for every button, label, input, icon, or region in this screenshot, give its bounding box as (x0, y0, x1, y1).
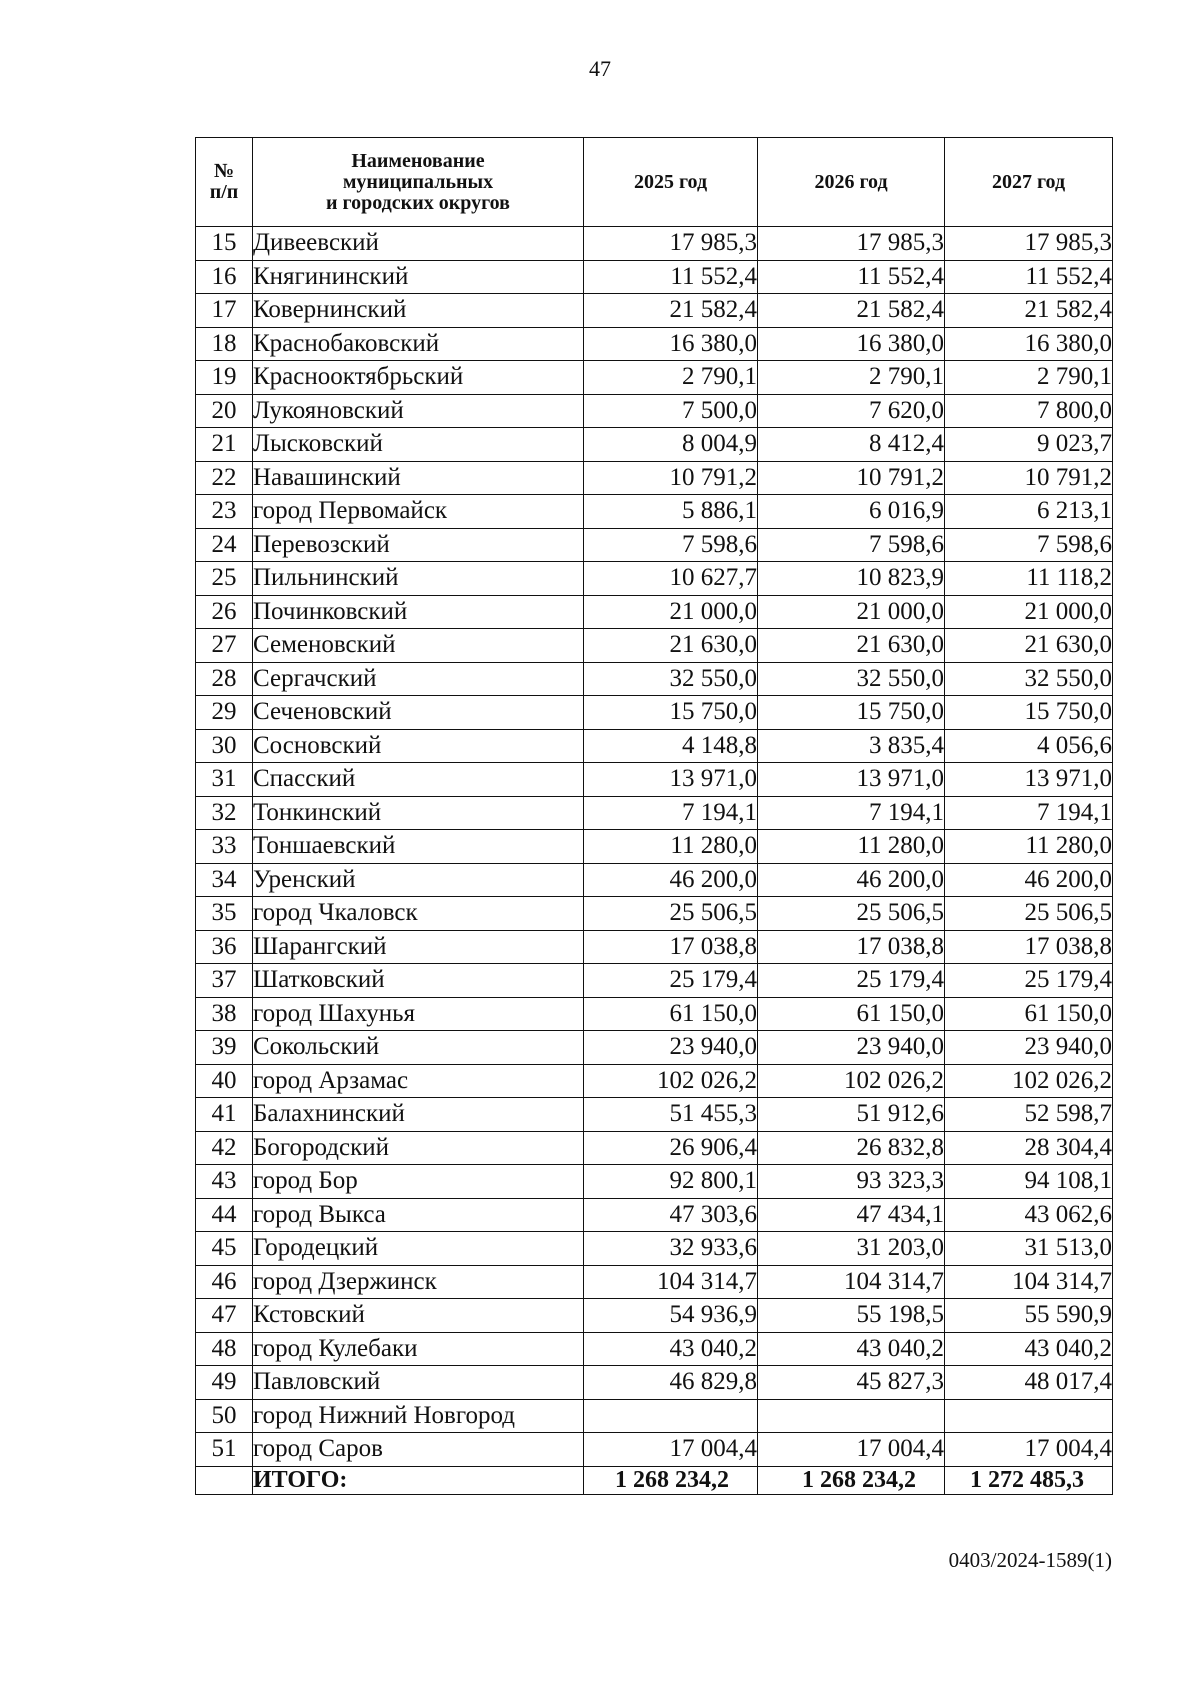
value-2027: 23 940,0 (945, 1031, 1113, 1065)
value-2026: 21 582,4 (758, 294, 945, 328)
value-2026 (758, 1399, 945, 1433)
value-2026: 46 200,0 (758, 863, 945, 897)
total-row (196, 1466, 1113, 1494)
value-2027: 11 280,0 (945, 830, 1113, 864)
row-number: 18 (196, 327, 253, 361)
table-header-row (196, 138, 1113, 227)
value-2027: 7 800,0 (945, 394, 1113, 428)
municipality-name: Лысковский (253, 428, 584, 462)
municipality-name: Краснобаковский (253, 327, 584, 361)
value-2027: 104 314,7 (945, 1265, 1113, 1299)
value-2027: 28 304,4 (945, 1131, 1113, 1165)
table-row (196, 361, 1113, 395)
table-row (196, 1165, 1113, 1199)
value-2027: 43 062,6 (945, 1198, 1113, 1232)
municipality-name: город Шахунья (253, 997, 584, 1031)
municipality-name: город Нижний Новгород (253, 1399, 584, 1433)
table-row (196, 495, 1113, 529)
row-number: 41 (196, 1098, 253, 1132)
row-number: 15 (196, 227, 253, 261)
value-2025: 11 280,0 (584, 830, 758, 864)
value-2027: 13 971,0 (945, 763, 1113, 797)
row-number: 21 (196, 428, 253, 462)
header-2026: 2026 год (758, 138, 945, 227)
municipality-name: город Выкса (253, 1198, 584, 1232)
value-2027: 32 550,0 (945, 662, 1113, 696)
value-2026: 102 026,2 (758, 1064, 945, 1098)
row-number: 22 (196, 461, 253, 495)
table-row (196, 997, 1113, 1031)
value-2027: 25 179,4 (945, 964, 1113, 998)
header-num-label: № п/п (209, 160, 239, 203)
table-row (196, 595, 1113, 629)
row-number: 42 (196, 1131, 253, 1165)
value-2026: 11 552,4 (758, 260, 945, 294)
table-row (196, 227, 1113, 261)
value-2027: 10 791,2 (945, 461, 1113, 495)
row-number: 34 (196, 863, 253, 897)
row-number: 35 (196, 897, 253, 931)
value-2025: 16 380,0 (584, 327, 758, 361)
table-row (196, 461, 1113, 495)
value-2027: 43 040,2 (945, 1332, 1113, 1366)
municipality-name: Перевозский (253, 528, 584, 562)
header-name-label: Наименование муниципальных и городских округов (326, 149, 510, 214)
value-2027: 2 790,1 (945, 361, 1113, 395)
value-2027: 48 017,4 (945, 1366, 1113, 1400)
municipality-name: Сеченовский (253, 696, 584, 730)
municipality-name: Семеновский (253, 629, 584, 663)
value-2025: 32 550,0 (584, 662, 758, 696)
budget-table (195, 137, 1113, 1495)
table-row (196, 394, 1113, 428)
municipality-name: Кстовский (253, 1299, 584, 1333)
row-number: 33 (196, 830, 253, 864)
table-row (196, 830, 1113, 864)
value-2027: 11 118,2 (945, 562, 1113, 596)
table-row (196, 1299, 1113, 1333)
value-2026: 104 314,7 (758, 1265, 945, 1299)
municipality-name: город Бор (253, 1165, 584, 1199)
value-2025: 15 750,0 (584, 696, 758, 730)
header-num (196, 138, 253, 227)
value-2025: 46 200,0 (584, 863, 758, 897)
value-2026: 8 412,4 (758, 428, 945, 462)
row-number: 44 (196, 1198, 253, 1232)
value-2027: 6 213,1 (945, 495, 1113, 529)
municipality-name: Сергачский (253, 662, 584, 696)
municipality-name: город Чкаловск (253, 897, 584, 931)
municipality-name: Дивеевский (253, 227, 584, 261)
value-2026: 45 827,3 (758, 1366, 945, 1400)
row-number: 37 (196, 964, 253, 998)
municipality-name: Ковернинский (253, 294, 584, 328)
value-2026: 7 598,6 (758, 528, 945, 562)
row-number: 36 (196, 930, 253, 964)
value-2027: 15 750,0 (945, 696, 1113, 730)
municipality-name: город Арзамас (253, 1064, 584, 1098)
table-row (196, 930, 1113, 964)
value-2027: 16 380,0 (945, 327, 1113, 361)
value-2025: 54 936,9 (584, 1299, 758, 1333)
table-row (196, 1232, 1113, 1266)
row-number: 32 (196, 796, 253, 830)
value-2025: 8 004,9 (584, 428, 758, 462)
value-2027: 21 582,4 (945, 294, 1113, 328)
value-2027: 4 056,6 (945, 729, 1113, 763)
value-2025: 32 933,6 (584, 1232, 758, 1266)
row-number: 27 (196, 629, 253, 663)
row-number: 47 (196, 1299, 253, 1333)
value-2026: 21 630,0 (758, 629, 945, 663)
municipality-name: город Дзержинск (253, 1265, 584, 1299)
table-row (196, 662, 1113, 696)
table-row (196, 428, 1113, 462)
row-number: 48 (196, 1332, 253, 1366)
value-2025: 61 150,0 (584, 997, 758, 1031)
municipality-name: Сокольский (253, 1031, 584, 1065)
value-2027: 31 513,0 (945, 1232, 1113, 1266)
value-2026: 15 750,0 (758, 696, 945, 730)
value-2026: 25 506,5 (758, 897, 945, 931)
value-2025 (584, 1399, 758, 1433)
value-2025: 21 630,0 (584, 629, 758, 663)
row-number: 30 (196, 729, 253, 763)
table-row (196, 1198, 1113, 1232)
row-number: 31 (196, 763, 253, 797)
table-row (196, 562, 1113, 596)
row-number: 49 (196, 1366, 253, 1400)
value-2026: 25 179,4 (758, 964, 945, 998)
value-2025: 13 971,0 (584, 763, 758, 797)
value-2027: 7 598,6 (945, 528, 1113, 562)
table-body (196, 227, 1113, 1467)
table-row (196, 629, 1113, 663)
value-2026: 23 940,0 (758, 1031, 945, 1065)
table-row (196, 696, 1113, 730)
value-2027: 21 000,0 (945, 595, 1113, 629)
municipality-name: город Саров (253, 1433, 584, 1467)
value-2026: 26 832,8 (758, 1131, 945, 1165)
table-row (196, 964, 1113, 998)
value-2025: 92 800,1 (584, 1165, 758, 1199)
row-number: 39 (196, 1031, 253, 1065)
row-number: 46 (196, 1265, 253, 1299)
value-2025: 21 582,4 (584, 294, 758, 328)
value-2027: 102 026,2 (945, 1064, 1113, 1098)
row-number: 28 (196, 662, 253, 696)
value-2026: 7 194,1 (758, 796, 945, 830)
value-2026: 93 323,3 (758, 1165, 945, 1199)
value-2027: 21 630,0 (945, 629, 1113, 663)
value-2025: 7 194,1 (584, 796, 758, 830)
value-2026: 10 823,9 (758, 562, 945, 596)
row-number: 19 (196, 361, 253, 395)
row-number: 16 (196, 260, 253, 294)
value-2025: 7 598,6 (584, 528, 758, 562)
municipality-name: Павловский (253, 1366, 584, 1400)
municipality-name: Шарангский (253, 930, 584, 964)
municipality-name: Уренский (253, 863, 584, 897)
municipality-name: Шатковский (253, 964, 584, 998)
value-2025: 2 790,1 (584, 361, 758, 395)
total-num-cell (196, 1466, 253, 1494)
value-2026: 13 971,0 (758, 763, 945, 797)
document-code: 0403/2024-1589(1) (948, 1548, 1112, 1572)
table-row (196, 1098, 1113, 1132)
table-row (196, 260, 1113, 294)
value-2025: 5 886,1 (584, 495, 758, 529)
value-2025: 17 004,4 (584, 1433, 758, 1467)
header-2025: 2025 год (584, 138, 758, 227)
table-row (196, 1332, 1113, 1366)
value-2026: 3 835,4 (758, 729, 945, 763)
value-2027: 9 023,7 (945, 428, 1113, 462)
table-row (196, 863, 1113, 897)
municipality-name: Сосновский (253, 729, 584, 763)
value-2025: 10 627,7 (584, 562, 758, 596)
value-2027: 17 985,3 (945, 227, 1113, 261)
row-number: 45 (196, 1232, 253, 1266)
value-2027: 25 506,5 (945, 897, 1113, 931)
value-2025: 17 985,3 (584, 227, 758, 261)
municipality-name: Богородский (253, 1131, 584, 1165)
municipality-name: Починковский (253, 595, 584, 629)
total-2027: 1 272 485,3 (945, 1466, 1113, 1494)
table-row (196, 1265, 1113, 1299)
table-row (196, 1433, 1113, 1467)
value-2027: 46 200,0 (945, 863, 1113, 897)
municipality-name: Балахнинский (253, 1098, 584, 1132)
municipality-name: Тонкинский (253, 796, 584, 830)
header-2027: 2027 год (945, 138, 1113, 227)
table-row (196, 763, 1113, 797)
value-2026: 31 203,0 (758, 1232, 945, 1266)
header-name (253, 138, 584, 227)
value-2027: 61 150,0 (945, 997, 1113, 1031)
value-2026: 61 150,0 (758, 997, 945, 1031)
value-2025: 26 906,4 (584, 1131, 758, 1165)
value-2027: 17 004,4 (945, 1433, 1113, 1467)
value-2027: 55 590,9 (945, 1299, 1113, 1333)
value-2025: 10 791,2 (584, 461, 758, 495)
municipality-name: Пильнинский (253, 562, 584, 596)
table-row (196, 294, 1113, 328)
value-2025: 17 038,8 (584, 930, 758, 964)
value-2025: 23 940,0 (584, 1031, 758, 1065)
value-2025: 7 500,0 (584, 394, 758, 428)
row-number: 50 (196, 1399, 253, 1433)
total-2025: 1 268 234,2 (584, 1466, 758, 1494)
value-2026: 10 791,2 (758, 461, 945, 495)
table-row (196, 1064, 1113, 1098)
value-2026: 43 040,2 (758, 1332, 945, 1366)
table-row (196, 897, 1113, 931)
municipality-name: Княгининский (253, 260, 584, 294)
value-2026: 16 380,0 (758, 327, 945, 361)
table-row (196, 528, 1113, 562)
value-2026: 17 038,8 (758, 930, 945, 964)
page-number: 47 (589, 56, 611, 81)
row-number: 43 (196, 1165, 253, 1199)
municipality-name: Тоншаевский (253, 830, 584, 864)
value-2027: 17 038,8 (945, 930, 1113, 964)
row-number: 25 (196, 562, 253, 596)
row-number: 24 (196, 528, 253, 562)
value-2025: 104 314,7 (584, 1265, 758, 1299)
municipality-name: Лукояновский (253, 394, 584, 428)
row-number: 26 (196, 595, 253, 629)
value-2026: 17 985,3 (758, 227, 945, 261)
total-label: ИТОГО: (253, 1466, 584, 1494)
municipality-name: Краснооктябрьский (253, 361, 584, 395)
value-2025: 21 000,0 (584, 595, 758, 629)
row-number: 20 (196, 394, 253, 428)
value-2026: 32 550,0 (758, 662, 945, 696)
value-2027: 52 598,7 (945, 1098, 1113, 1132)
value-2025: 25 179,4 (584, 964, 758, 998)
municipality-name: Городецкий (253, 1232, 584, 1266)
value-2026: 11 280,0 (758, 830, 945, 864)
value-2025: 11 552,4 (584, 260, 758, 294)
row-number: 51 (196, 1433, 253, 1467)
row-number: 29 (196, 696, 253, 730)
table-row (196, 327, 1113, 361)
value-2025: 46 829,8 (584, 1366, 758, 1400)
value-2026: 47 434,1 (758, 1198, 945, 1232)
value-2026: 7 620,0 (758, 394, 945, 428)
value-2025: 43 040,2 (584, 1332, 758, 1366)
total-2026: 1 268 234,2 (758, 1466, 945, 1494)
value-2027: 94 108,1 (945, 1165, 1113, 1199)
municipality-name: город Кулебаки (253, 1332, 584, 1366)
table-row (196, 1131, 1113, 1165)
value-2025: 102 026,2 (584, 1064, 758, 1098)
table-row (196, 729, 1113, 763)
value-2025: 51 455,3 (584, 1098, 758, 1132)
value-2026: 6 016,9 (758, 495, 945, 529)
value-2025: 47 303,6 (584, 1198, 758, 1232)
value-2025: 4 148,8 (584, 729, 758, 763)
value-2026: 2 790,1 (758, 361, 945, 395)
value-2026: 17 004,4 (758, 1433, 945, 1467)
value-2027: 7 194,1 (945, 796, 1113, 830)
row-number: 17 (196, 294, 253, 328)
municipality-name: Спасский (253, 763, 584, 797)
row-number: 38 (196, 997, 253, 1031)
row-number: 40 (196, 1064, 253, 1098)
value-2026: 55 198,5 (758, 1299, 945, 1333)
table-row (196, 1031, 1113, 1065)
table-row (196, 796, 1113, 830)
value-2027 (945, 1399, 1113, 1433)
municipality-name: город Первомайск (253, 495, 584, 529)
row-number: 23 (196, 495, 253, 529)
value-2026: 21 000,0 (758, 595, 945, 629)
value-2025: 25 506,5 (584, 897, 758, 931)
table-row (196, 1399, 1113, 1433)
value-2026: 51 912,6 (758, 1098, 945, 1132)
value-2027: 11 552,4 (945, 260, 1113, 294)
table-row (196, 1366, 1113, 1400)
municipality-name: Навашинский (253, 461, 584, 495)
